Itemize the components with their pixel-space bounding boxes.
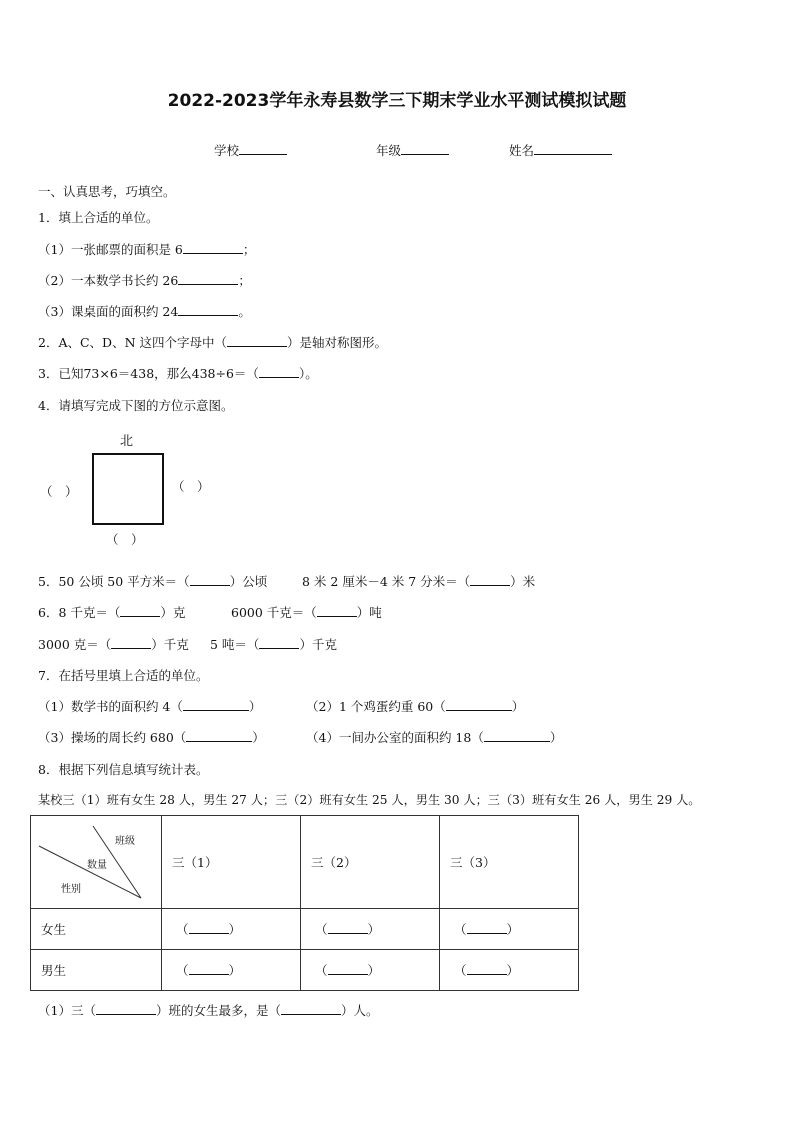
page-title: 2022-2023学年永寿县数学三下期末学业水平测试模拟试题	[167, 91, 627, 111]
diagonal-header-cell	[31, 816, 162, 909]
q7-a: （1）数学书的面积约 4（ ）	[38, 699, 262, 714]
answer-cell: （ ）	[162, 950, 301, 991]
q5-a: 5．50 公顷 50 平方米＝（ ）公顷	[38, 574, 268, 589]
q1-part2: （2）一本数学书长约 26 ；	[38, 273, 251, 288]
answer-cell: （ ）	[440, 909, 579, 950]
q7-d: （4）一间办公室的面积约 18（ ）	[306, 730, 563, 745]
class-header-2: 三（2）	[301, 816, 440, 909]
class-header-1: 三（1）	[162, 816, 301, 909]
table-row	[31, 950, 579, 991]
q3: 3．已知73×6＝438，那么438÷6＝（ ）。	[38, 366, 318, 381]
east-blank: （ ）	[172, 479, 210, 494]
name-field: 姓名	[509, 141, 612, 159]
school-field: 学校	[214, 141, 287, 159]
answer-cell: （ ）	[301, 909, 440, 950]
table-row	[31, 909, 579, 950]
q6-c: 3000 克＝（ ）千克	[38, 637, 189, 652]
q4-stem: 4．请填写完成下图的方位示意图。	[38, 398, 234, 413]
answer-cell: （ ）	[301, 950, 440, 991]
row-label-boys: 男生	[31, 950, 162, 991]
q8-sub1: （1）三（ ）班的女生最多，是（ ）人。	[38, 1003, 379, 1018]
q7-stem: 7．在括号里填上合适的单位。	[38, 668, 209, 683]
q8-stem: 8．根据下列信息填写统计表。	[38, 762, 209, 777]
q1-part3: （3）课桌面的面积约 24 。	[38, 304, 251, 319]
table-header-row	[31, 816, 579, 909]
section-heading: 一、认真思考，巧填空。	[38, 184, 176, 199]
q2: 2．A、C、D、N 这四个字母中（ ）是轴对称图形。	[38, 335, 387, 350]
diag-label-count: 数量	[87, 860, 107, 871]
q6-d: 5 吨＝（ ）千克	[210, 637, 337, 652]
stat-table	[30, 815, 579, 991]
diag-label-gender: 性别	[61, 884, 81, 895]
q6-a: 6．8 千克＝（ ）克	[38, 605, 186, 620]
q5-b: 8 米 2 厘米－4 米 7 分米＝（ ）米	[302, 574, 536, 589]
q7-b: （2）1 个鸡蛋约重 60（ ）	[306, 699, 525, 714]
q8-info: 某校三（1）班有女生 28 人，男生 27 人；三（2）班有女生 25 人，男生 30 人；三（3）班有女生 26 人，男生 29 人。	[38, 793, 701, 807]
q7-c: （3）操场的周长约 680（ ）	[38, 730, 265, 745]
south-blank: （ ）	[106, 532, 144, 547]
west-blank: （ ）	[40, 484, 78, 499]
diag-label-class: 班级	[115, 836, 135, 847]
direction-square	[92, 453, 164, 525]
class-header-3: 三（3）	[440, 816, 579, 909]
north-label: 北	[120, 434, 134, 449]
row-label-girls: 女生	[31, 909, 162, 950]
q6-b: 6000 千克＝（ ）吨	[231, 605, 382, 620]
q1-stem: 1．填上合适的单位。	[38, 210, 159, 225]
grade-field: 年级	[376, 141, 449, 159]
answer-cell: （ ）	[162, 909, 301, 950]
answer-cell: （ ）	[440, 950, 579, 991]
q1-part1: （1）一张邮票的面积是 6 ；	[38, 242, 256, 257]
